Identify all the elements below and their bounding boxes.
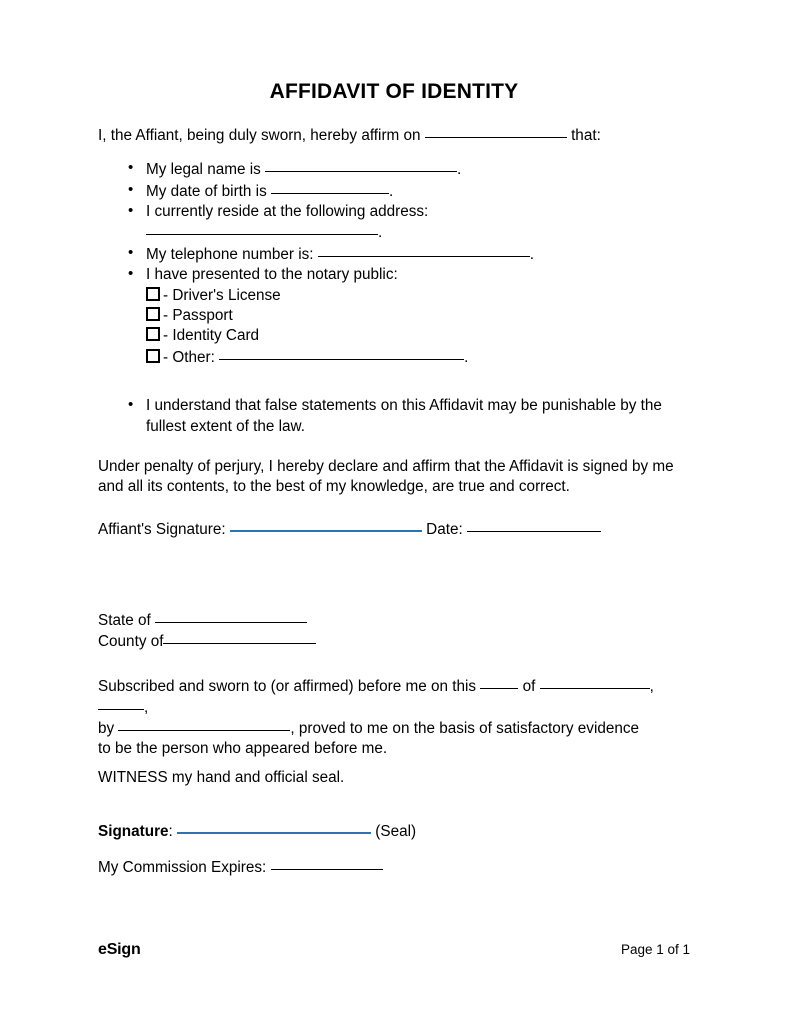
notary-signature-label: Signature [98, 823, 169, 840]
option-other[interactable] [146, 347, 690, 368]
witness-statement: WITNESS my hand and official seal. [98, 769, 345, 786]
checkbox-drivers-license[interactable] [146, 287, 160, 301]
checkbox-other[interactable] [146, 349, 160, 363]
telephone-label: My telephone number is: [146, 245, 314, 263]
affiant-signature-label: Affiant's Signature: [98, 521, 226, 539]
affiant-signature-row [98, 518, 690, 540]
list-item [98, 396, 690, 437]
identification-options-list [98, 286, 690, 369]
affiant-statements-list [98, 159, 690, 285]
sworn-text-1: Subscribed and sworn to (or affirmed) before me on this [98, 678, 477, 695]
esign-logo: eSign [98, 941, 141, 958]
address-label: I currently reside at the following address: [146, 202, 429, 220]
other-id-blank[interactable] [219, 347, 464, 360]
telephone-blank[interactable] [318, 244, 530, 257]
sworn-day-blank[interactable] [480, 676, 518, 689]
list-item [98, 265, 690, 285]
other-period: . [464, 348, 469, 366]
false-statements-warning: I understand that false statements on this Affidavit may be punishable by the fullest extent of the law. [146, 397, 662, 435]
presented-to-notary-label: I have presented to the notary public: [146, 266, 398, 284]
sworn-text-7: to be the person who appeared before me. [98, 740, 388, 757]
notary-acknowledgement-block [98, 676, 698, 759]
affiant-signature-blank[interactable] [230, 518, 422, 532]
legal-name-period: . [457, 161, 462, 179]
date-of-birth-label: My date of birth is [146, 182, 267, 200]
page-footer [98, 941, 690, 959]
page-indicator: Page 1 of 1 [620, 942, 690, 957]
legal-name-label: My legal name is [146, 161, 261, 179]
intro-text-after: that: [571, 127, 601, 145]
commission-expiry-block [98, 857, 690, 878]
sworn-year-blank[interactable] [98, 697, 144, 710]
option-passport[interactable] [146, 306, 690, 326]
sworn-text-3: , [649, 678, 654, 695]
option-label: - Driver's License [163, 286, 281, 304]
option-identity-card[interactable] [146, 326, 690, 346]
notary-signature-blank[interactable] [177, 820, 371, 834]
option-label: - Other: [163, 348, 215, 366]
option-label: - Identity Card [163, 327, 260, 345]
sworn-text-5: by [98, 720, 115, 737]
affirm-date-blank[interactable] [425, 125, 567, 138]
notary-signature-block [98, 820, 690, 842]
sworn-person-blank[interactable] [118, 718, 290, 731]
sworn-text-4: , [144, 699, 149, 716]
commission-row [98, 857, 690, 878]
list-item [98, 244, 690, 265]
spacer [98, 368, 690, 383]
notary-signature-row [98, 820, 690, 842]
witness-statement-block [98, 768, 690, 788]
notary-signature-colon: : [168, 823, 173, 840]
address-blank[interactable] [146, 222, 378, 235]
commission-blank[interactable] [271, 857, 383, 870]
address-continuation-line [98, 222, 690, 243]
option-drivers-license[interactable] [146, 286, 690, 306]
page-title: AFFIDAVIT OF IDENTITY [269, 80, 519, 103]
address-period: . [378, 224, 383, 242]
option-label: - Passport [163, 306, 233, 324]
affiant-date-label: Date: [426, 521, 463, 539]
date-of-birth-blank[interactable] [271, 181, 389, 194]
checkbox-passport[interactable] [146, 307, 160, 321]
sworn-text-2: of [522, 678, 536, 695]
state-line [98, 610, 690, 631]
commission-label: My Commission Expires: [98, 859, 267, 876]
affiant-date-blank[interactable] [467, 519, 601, 532]
sworn-text-6: , proved to me on the basis of satisfactory evidence [290, 720, 640, 737]
list-item [98, 181, 690, 202]
intro-text-before: I, the Affiant, being duly sworn, hereby affirm on [98, 127, 421, 145]
county-blank[interactable] [163, 631, 316, 644]
sworn-month-blank[interactable] [540, 676, 650, 689]
sworn-statement [98, 676, 698, 759]
perjury-paragraph: Under penalty of perjury, I hereby declare and affirm that the Affidavit is signed by me and all its contents, to the best of my knowledge, are true and correct. [98, 458, 674, 496]
state-blank[interactable] [155, 610, 307, 623]
intro-paragraph [98, 125, 690, 146]
telephone-period: . [529, 245, 535, 263]
county-label: County of [98, 633, 164, 650]
state-label: State of [98, 612, 151, 629]
notary-jurisdiction-block [98, 610, 690, 652]
date-of-birth-period: . [388, 182, 394, 200]
checkbox-identity-card[interactable] [146, 327, 160, 341]
list-item [98, 159, 690, 180]
county-line [98, 631, 690, 652]
list-item [98, 202, 690, 222]
legal-name-blank[interactable] [265, 159, 457, 172]
seal-label: (Seal) [375, 823, 417, 840]
acknowledgement-list [98, 396, 690, 437]
document-body [98, 0, 690, 540]
